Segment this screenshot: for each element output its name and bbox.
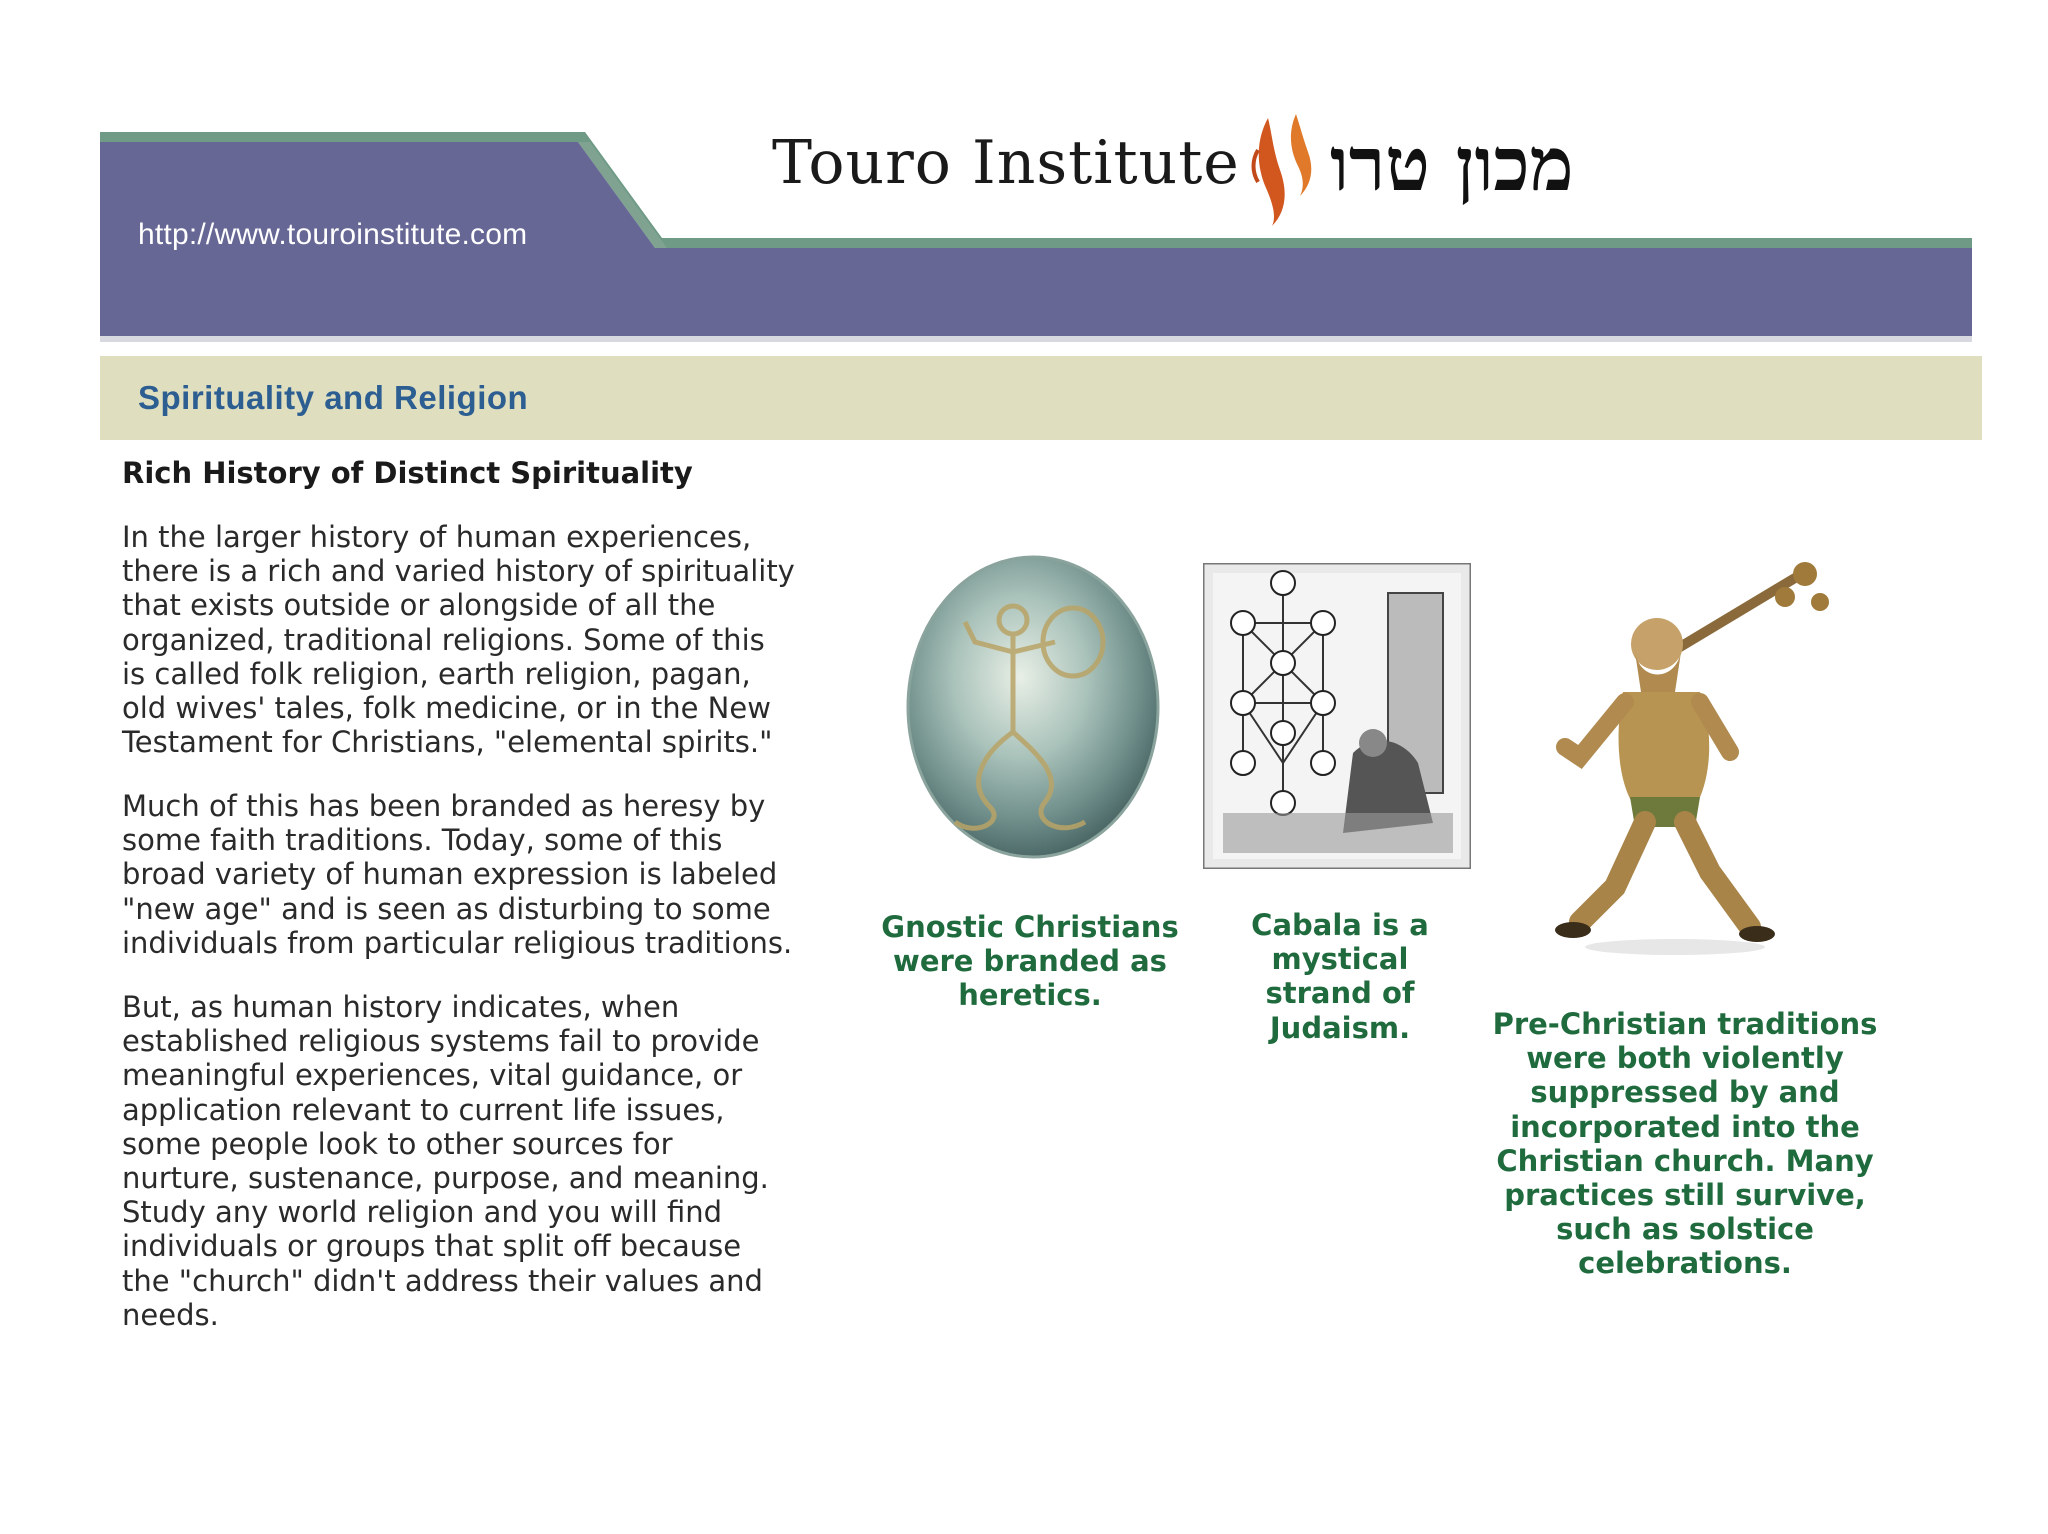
article-paragraph: In the larger history of human experiences, there is a rich and varied history of spirituality that exists outside or alongside of all the organized, traditional religions. Some of this is called folk religion, earth religion, pagan, old wives' tales, folk medicine, or in the New Testament for Christians, "elemental spirits." bbox=[122, 520, 795, 760]
cabala-engraving-image bbox=[1203, 563, 1471, 869]
image-caption-cabala: Cabala is a mystical strand of Judaism. bbox=[1251, 908, 1429, 1045]
site-url[interactable]: http://www.touroinstitute.com bbox=[138, 218, 528, 251]
section-title: Spirituality and Religion bbox=[138, 379, 529, 416]
article-paragraph: But, as human history indicates, when established religious systems fail to provide meaningful experiences, vital guidance, or application relevant to current life issues, some people look to other sources for nurture, sustenance, purpose, and meaning. Study any world religion and you will find individuals or groups that split off because the "church" didn't address their values and needs. bbox=[122, 990, 769, 1332]
gnostic-gem-image bbox=[895, 552, 1175, 872]
logo-text: Touro Institute bbox=[772, 128, 1240, 198]
image-caption-gnostic: Gnostic Christians were branded as heretics. bbox=[881, 910, 1179, 1013]
logo-flame-icon bbox=[1254, 114, 1312, 226]
article-heading: Rich History of Distinct Spirituality bbox=[122, 456, 693, 490]
article-paragraph: Much of this has been branded as heresy by some faith traditions. Today, some of this broad variety of human expression is labeled "new age" and is seen as disturbing to some individuals from particular religious traditions. bbox=[122, 789, 793, 960]
image-caption-pre-christian: Pre-Christian traditions were both violently suppressed by and incorporated into the Christian church. Many practices still survive, such as solstice celebrations. bbox=[1492, 1007, 1878, 1281]
wild-man-figure-image bbox=[1535, 552, 1835, 962]
logo-hebrew-text: מכון טרו bbox=[1330, 122, 1574, 208]
